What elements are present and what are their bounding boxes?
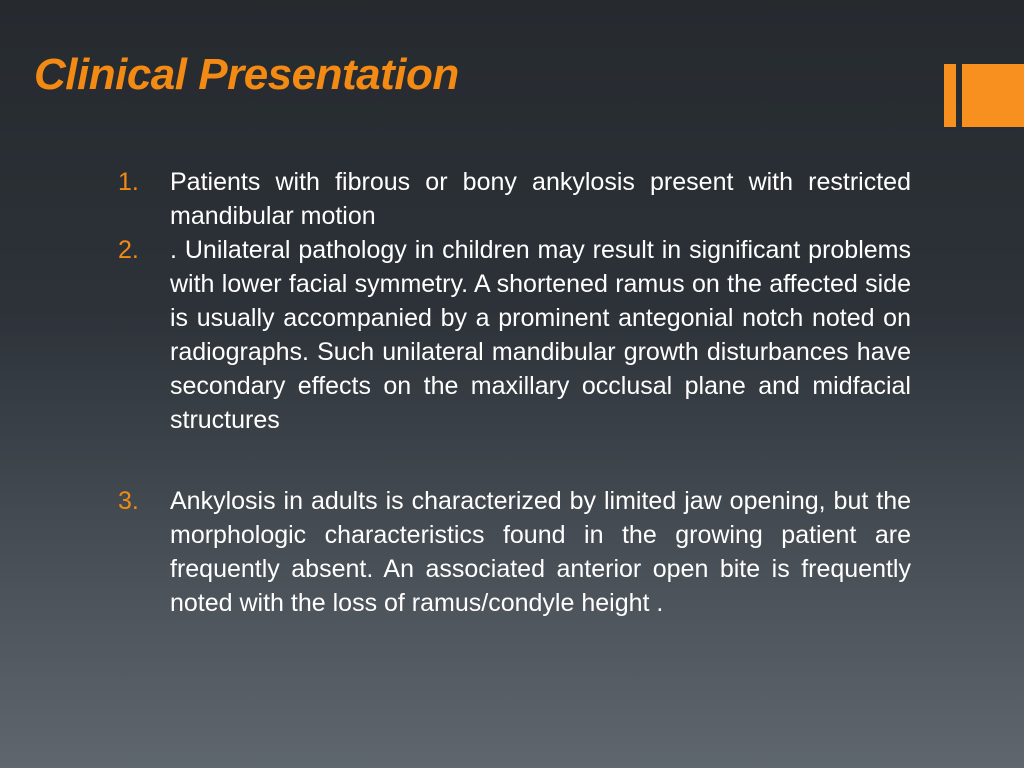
numbered-list: [114, 165, 911, 620]
accent-bar-thin: [944, 64, 956, 127]
slide-title: Clinical Presentation: [34, 50, 459, 99]
list-item: [114, 233, 911, 437]
list-item: [114, 484, 911, 620]
list-item-text: . Unilateral pathology in children may result in significant problems with lower facial symmetry. A shortened ramus on the affected side is usually accompanied by a prominent antegonial notch noted on radiographs. Such unilateral mandibular growth disturbances have secondary effects on the maxillary occlusal plane and midfacial structures: [170, 236, 911, 434]
accent-bar-thick: [962, 64, 1024, 127]
list-item: [114, 165, 911, 233]
list-item-number: 2.: [118, 236, 139, 264]
list-item-text: Ankylosis in adults is characterized by limited jaw opening, but the morphologic characteristics found in the growing patient are frequently absent. An associated anterior open bite is frequently noted with the loss of ramus/condyle height .: [170, 487, 911, 617]
list-item-number: 1.: [118, 168, 139, 196]
list-item-text: Patients with fibrous or bony ankylosis present with restricted mandibular motion: [170, 168, 911, 230]
list-item-number: 3.: [118, 487, 139, 515]
